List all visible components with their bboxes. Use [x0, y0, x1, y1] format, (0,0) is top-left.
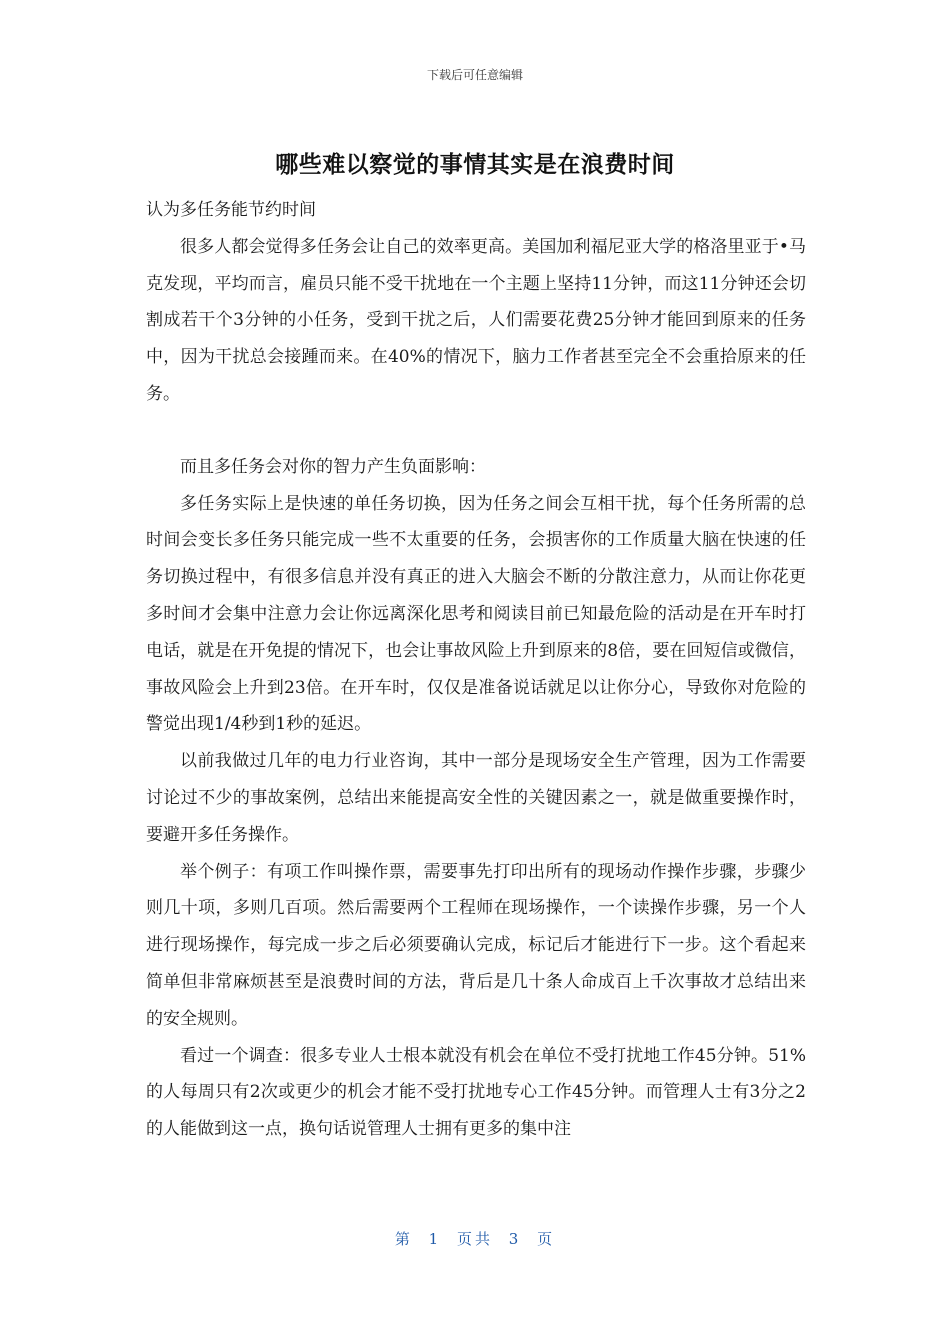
paragraph-1: 很多人都会觉得多任务会让自己的效率更高。美国加利福尼亚大学的格洛里亚于•马克发现，平均而言，雇员只能不受干扰地在一个主题上坚持11分钟，而这11分钟还会切割成若干个3分钟的小任务，受到干扰之后，人们需要花费25分钟才能回到原来的任务中，因为干扰总会接踵而来。在40%的情况下，脑力工作者甚至完全不会重拾原来的任务。 — [146, 236, 806, 404]
page-footer: 第 1 页共 3 页 — [394, 1230, 556, 1248]
document-body — [146, 192, 806, 1148]
section-heading: 认为多任务能节约时间 — [146, 200, 316, 220]
document-title: 哪些难以察觉的事情其实是在浪费时间 — [275, 152, 675, 178]
paragraph-3: 多任务实际上是快速的单任务切换，因为任务之间会互相干扰，每个任务所需的总时间会变长多任务只能完成一些不太重要的任务，会损害你的工作质量大脑在快速的任务切换过程中，有很多信息并没有真正的进入大脑会不断的分散注意力，从而让你花更多时间才会集中注意力会让你远离深化思考和阅读目前已知最危险的活动是在开车时打电话，就是在开免提的情况下，也会让事故风险上升到原来的8倍，要在回短信或微信，事故风险会上升到23倍。在开车时，仅仅是准备说话就足以让你分心，导致你对危险的警觉出现1/4秒到1秒的延迟。 — [146, 493, 806, 735]
header-note: 下载后可任意编辑 — [426, 68, 523, 82]
paragraph-6: 看过一个调查：很多专业人士根本就没有机会在单位不受打扰地工作45分钟。51%的人每周只有2次或更少的机会才能不受打扰地专心工作45分钟。而管理人士有3分之2的人能做到这一点，换句话说管理人士拥有更多的集中注 — [146, 1045, 806, 1140]
paragraph-5: 举个例子：有项工作叫操作票，需要事先打印出所有的现场动作操作步骤，步骤少则几十项，多则几百项。然后需要两个工程师在现场操作，一个读操作步骤，另一个人进行现场操作，每完成一步之后必须要确认完成，标记后才能进行下一步。这个看起来简单但非常麻烦甚至是浪费时间的方法，背后是几十条人命成百上千次事故才总结出来的安全规则。 — [146, 861, 806, 1029]
paragraph-4: 以前我做过几年的电力行业咨询，其中一部分是现场安全生产管理，因为工作需要讨论过不少的事故案例，总结出来能提高安全性的关键因素之一，就是做重要操作时，要避开多任务操作。 — [146, 751, 806, 845]
paragraph-2: 而且多任务会对你的智力产生负面影响： — [180, 456, 486, 477]
paragraph-gap — [146, 413, 806, 449]
